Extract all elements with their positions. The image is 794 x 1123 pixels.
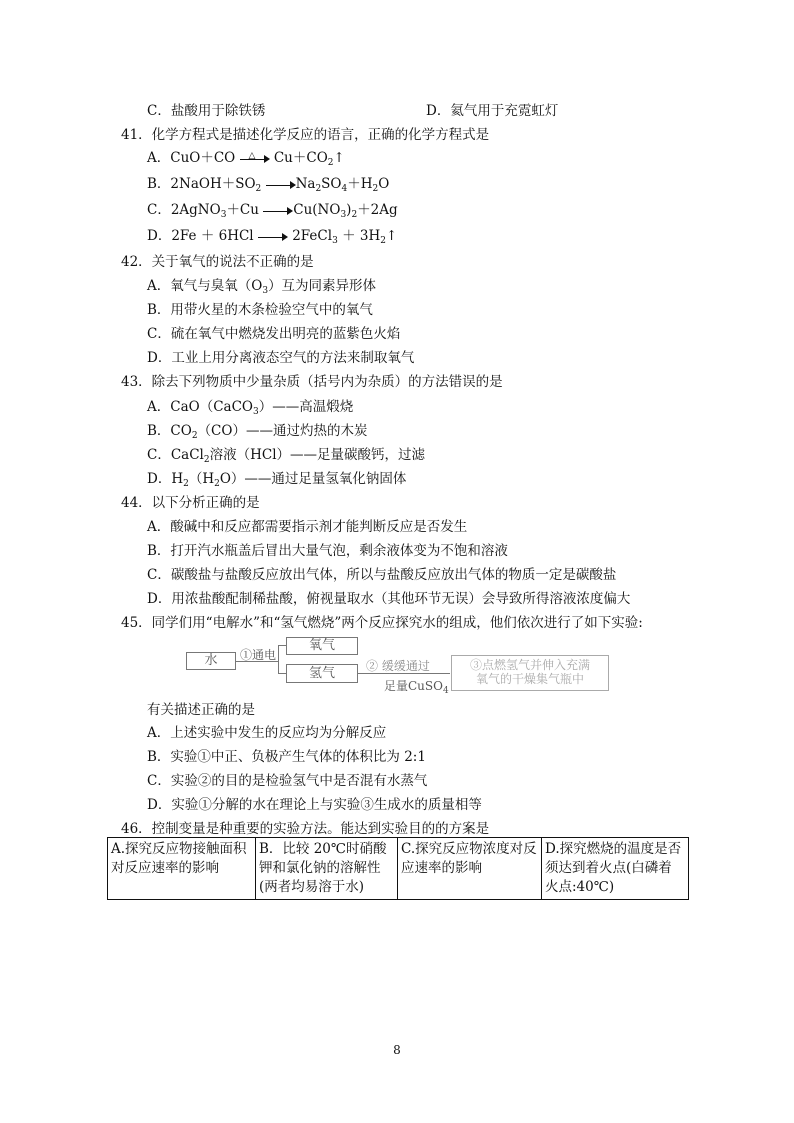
- q41-c-text: C．2AgNO: [147, 202, 221, 218]
- q46-cell-a: A.探究反应物接触面积对反应速率的影响: [108, 838, 256, 900]
- subscript: 4: [442, 686, 449, 696]
- reagent-text: 足量CuSO: [384, 679, 443, 693]
- step3-box: [451, 655, 609, 691]
- q42-option-a: [147, 277, 376, 295]
- connector-line: [278, 645, 286, 646]
- q41-d-text: ＋ 3H: [337, 228, 381, 244]
- q43-d-text: （H: [188, 471, 215, 487]
- q41-a-products: Cu＋CO: [273, 150, 328, 166]
- reaction-arrow-icon: [266, 180, 296, 190]
- step3-line1: ③点燃氢气并伸入充满: [469, 658, 590, 672]
- subscript: 2: [191, 431, 198, 441]
- q42-a-text: A．氧气与臭氧（O: [147, 278, 263, 294]
- step2-label: ② 缓缓通过: [366, 659, 430, 673]
- q46-cell-c: C.探究反应物浓度对反应速率的影响: [398, 838, 542, 900]
- q42-stem: 42．关于氧气的说法不正确的是: [121, 254, 314, 270]
- q46-stem: 46．控制变量是种重要的实验方法。能达到实验目的的方案是: [121, 821, 490, 837]
- q43-stem: 43．除去下列物质中少量杂质（括号内为杂质）的方法错误的是: [121, 374, 503, 390]
- q45-option-b: B．实验①中正、负极产生气体的体积比为 2:1: [147, 749, 426, 765]
- q44-option-c: C．碳酸盐与盐酸反应放出气体，所以与盐酸反应放出气体的物质一定是碳酸盐: [147, 567, 617, 583]
- subscript: 3: [332, 236, 338, 246]
- q43-c-text: C．CaCl: [147, 447, 204, 463]
- q41-option-d: [147, 227, 397, 245]
- q41-b-text: SO: [321, 176, 342, 192]
- subscript: 4: [341, 184, 348, 194]
- q41-b-text: Na: [295, 176, 316, 192]
- q43-a-text: A．CaO（CaCO: [147, 399, 253, 415]
- oxygen-box: 氧气: [286, 637, 358, 655]
- q44-option-b: B．打开汽水瓶盖后冒出大量气泡，剩余液体变为不饱和溶液: [147, 543, 508, 559]
- q43-a-text: ）——高温煅烧: [258, 399, 354, 415]
- q43-option-c: [147, 446, 425, 464]
- subscript: 2: [183, 479, 189, 489]
- q43-d-text: O）——通过足量氢氧化钠固体: [219, 471, 407, 487]
- q46-cell-d: D.探究燃烧的温度是否须达到着火点(白磷着火点:40℃): [542, 838, 689, 900]
- connector-line: [278, 673, 286, 674]
- q41-b-text: B．2NaOH＋SO: [147, 176, 256, 192]
- q41-c-text: Cu(NO: [293, 202, 341, 218]
- q41-b-text: O: [378, 176, 390, 192]
- subscript: 3: [220, 210, 227, 220]
- step3-line2: 氧气的干燥集气瓶中: [475, 672, 584, 686]
- q43-option-d: [147, 470, 406, 488]
- reaction-arrow-icon: [263, 206, 293, 216]
- heat-condition: △: [248, 150, 256, 161]
- q41-c-text: ＋2Ag: [357, 202, 398, 218]
- gas-arrow: ↑: [386, 228, 398, 244]
- q41-d-text: D．2Fe ＋ 6HCl: [147, 228, 254, 244]
- q44-option-d: D．用浓盐酸配制稀盐酸，俯视量取水（其他环节无误）会导致所得溶液浓度偏大: [147, 591, 631, 607]
- q42-option-d: D．工业上用分离液态空气的方法来制取氧气: [147, 350, 415, 366]
- q45-lead: 有关描述正确的是: [147, 702, 255, 718]
- q40-option-d: D．氦气用于充霓虹灯: [426, 103, 559, 119]
- step1-label: ①通电: [240, 648, 277, 662]
- subscript: 3: [262, 286, 269, 296]
- q41-option-a: [147, 149, 345, 167]
- q41-c-text: ＋Cu: [226, 202, 259, 218]
- q41-c-text: ): [346, 202, 352, 218]
- subscript: 3: [252, 407, 259, 417]
- q40-option-c: C．盐酸用于除铁锈: [147, 103, 266, 119]
- q43-option-a: [147, 398, 353, 416]
- hydrogen-box: 氢气: [286, 664, 358, 683]
- subscript: 2: [255, 184, 262, 194]
- q41-b-text: ＋H: [347, 176, 373, 192]
- q42-a-text: ）互为同素异形体: [268, 278, 377, 294]
- subscript: 2: [380, 236, 386, 246]
- subscript: 2: [203, 455, 210, 465]
- q43-d-text: D．H: [147, 471, 184, 487]
- q46-options-table: [107, 837, 689, 900]
- q41-stem: 41．化学方程式是描述化学反应的语言，正确的化学方程式是: [121, 127, 490, 143]
- page-number: 8: [393, 1043, 401, 1057]
- connector-line: [278, 645, 279, 674]
- subscript: 2: [315, 184, 322, 194]
- q43-b-text: （CO）——通过灼热的木炭: [197, 423, 368, 439]
- subscript: 2: [327, 158, 334, 168]
- reaction-arrow-icon: [258, 232, 288, 242]
- step2-reagent: [384, 677, 449, 694]
- q45-option-d: D．实验①分解的水在理论上与实验③生成水的质量相等: [147, 797, 482, 813]
- q44-option-a: A．酸碱中和反应都需要指示剂才能判断反应是否发生: [147, 519, 468, 535]
- q43-c-text: 溶液（HCl）——足量碳酸钙，过滤: [209, 447, 426, 463]
- subscript: 3: [340, 210, 347, 220]
- subscript: 2: [351, 210, 358, 220]
- q45-option-c: C．实验②的目的是检验氢气中是否混有水蒸气: [147, 773, 428, 789]
- q41-d-text: 2FeCl: [292, 228, 333, 244]
- gas-arrow: ↑: [333, 150, 345, 166]
- q41-a-reactants: A．CuO＋CO: [147, 150, 236, 166]
- q41-option-c: [147, 201, 398, 219]
- q46-cell-b: B．比较 20℃时硝酸钾和氯化钠的溶解性(两者均易溶于水): [256, 838, 398, 900]
- q42-option-c: C．硫在氧气中燃烧发出明亮的蓝紫色火焰: [147, 326, 401, 342]
- table-row: [108, 838, 689, 900]
- q45-option-a: A．上述实验中发生的反应均为分解反应: [147, 725, 387, 741]
- reaction-arrow-icon: [240, 150, 270, 164]
- water-box: 水: [186, 652, 236, 670]
- q45-stem: 45．同学们用“电解水”和“氢气燃烧”两个反应探究水的组成，他们依次进行了如下实验:: [121, 615, 643, 631]
- q43-option-b: [147, 422, 367, 440]
- subscript: 2: [214, 479, 220, 489]
- q43-b-text: B．CO: [147, 423, 192, 439]
- subscript: 2: [372, 184, 379, 194]
- q44-stem: 44．以下分析正确的是: [121, 495, 260, 511]
- q41-option-b: [147, 175, 389, 193]
- q42-option-b: B．用带火星的木条检验空气中的氧气: [147, 302, 373, 318]
